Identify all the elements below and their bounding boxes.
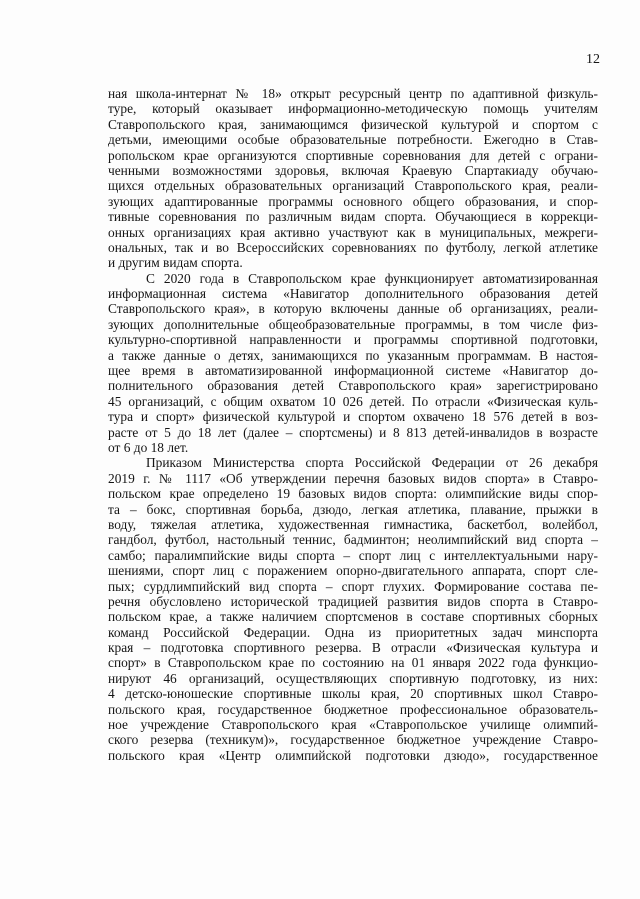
text-line: речня обусловлено исторической традицией развития видов спорта в Ставро- [108,593,598,609]
body-text [108,86,598,763]
text-line: тура и спорт» физической культурой и спортом охвачено 18 576 детей в воз- [108,409,598,425]
text-line: а также данные о детях, занимающихся по указанным программам. В настоя- [108,347,598,363]
text-line: польском крае определено 19 базовых видов спорта: олимпийские виды спор- [108,486,598,502]
text-line: польском крае, а также наличием спортсменов в составе спортивных сборных [108,609,598,625]
paragraph [108,86,598,271]
text-line: полнительного образования детей Ставропольского края» зарегистрировано [108,378,598,394]
text-line: нируют 46 организаций, осуществляющих спортивную подготовку, из них: [108,670,598,686]
text-line: польского края «Центр олимпийской подготовки дзюдо», государственное [108,747,598,763]
text-line: культурно-спортивной направленности и программы спортивной подготовки, [108,332,598,348]
text-line: тивные соревнования по различным видам спорта. Обучающиеся в коррекци- [108,209,598,225]
text-line: онных организациях края активно участвуют как в муниципальных, межреги- [108,224,598,240]
text-line: щее время в автоматизированной информационной системе «Навигатор до- [108,363,598,379]
paragraph [108,455,598,763]
text-line: ональных, так и во Всероссийских соревнованиях по футболу, легкой атлетике [108,239,598,255]
text-line: 45 организаций, с общим охватом 10 026 детей. По отрасли «Физическая куль- [108,393,598,409]
text-line: щихся отдельных образовательных организаций Ставропольского края, реали- [108,178,598,194]
paragraph [108,271,598,456]
text-line: спорт» в Ставропольском крае по состоянию на 01 января 2022 года функцио- [108,655,598,671]
text-line: края – подготовка спортивного резерва. В отрасли «Физическая культура и [108,640,598,656]
text-line: Приказом Министерства спорта Российской Федерации от 26 декабря [146,455,598,471]
text-line: гандбол, футбол, настольный теннис, бадминтон; неолимпийский вид спорта – [108,532,598,548]
text-line: зующих адаптированные программы основного общего образования, и спор- [108,193,598,209]
text-line: информационная система «Навигатор дополнительного образования детей [108,286,598,302]
text-line: ченными возможностями здоровья, включая Краевую Спартакиаду обучаю- [108,162,598,178]
text-line: расте от 5 до 18 лет (далее – спортсмены) и 8 813 детей-инвалидов в возрасте [108,424,598,440]
text-line: ная школа-интернат № 18» открыт ресурсный центр по адаптивной физкуль- [108,86,598,101]
text-line: от 6 до 18 лет. [108,439,189,455]
page-number: 12 [586,52,600,67]
text-line: зующих дополнительные общеобразовательные программы, в том числе физ- [108,316,598,332]
text-line: Ставропольского края, занимающимся физической культурой и спортом с [108,116,598,132]
text-line: шениями, спорт лиц с поражением опорно-двигательного аппарата, спорт сле- [108,563,598,579]
text-line: самбо; паралимпийские виды спорта – спорт лиц с интеллектуальными нару- [108,547,598,563]
text-line: ное учреждение Ставропольского края «Ставропольское училище олимпий- [108,717,598,733]
text-line: та – бокс, спортивная борьба, дзюдо, легкая атлетика, плавание, прыжки в [108,501,598,517]
text-line: 4 детско-юношеские спортивные школы края, 20 спортивных школ Ставро- [108,686,598,702]
text-line: польского края, государственное бюджетное профессиональное образователь- [108,701,598,717]
text-line: воду, тяжелая атлетика, художественная гимнастика, баскетбол, волейбол, [108,516,598,532]
text-line: ского резерва (техникум)», государственное бюджетное учреждение Ставро- [108,732,598,748]
text-line: туре, который оказывает информационно-методическую помощь учителям [108,101,598,117]
text-line: Ставропольского края», в которую включены данные об организациях, реали- [108,301,598,317]
text-line: пых; сурдлимпийский вид спорта – спорт глухих. Формирование состава пе- [108,578,598,594]
text-line: и другим видам спорта. [108,255,243,271]
text-line: команд Российской Федерации. Одна из приоритетных задач минспорта [108,624,598,640]
text-line: С 2020 года в Ставропольском крае функционирует автоматизированная [146,270,598,286]
text-line: детьми, имеющими особые образовательные потребности. Ежегодно в Став- [108,132,598,148]
text-line: ропольском крае организуются спортивные соревнования для детей с ограни- [108,147,598,163]
text-line: 2019 г. № 1117 «Об утверждении перечня базовых видов спорта» в Ставро- [108,470,598,486]
